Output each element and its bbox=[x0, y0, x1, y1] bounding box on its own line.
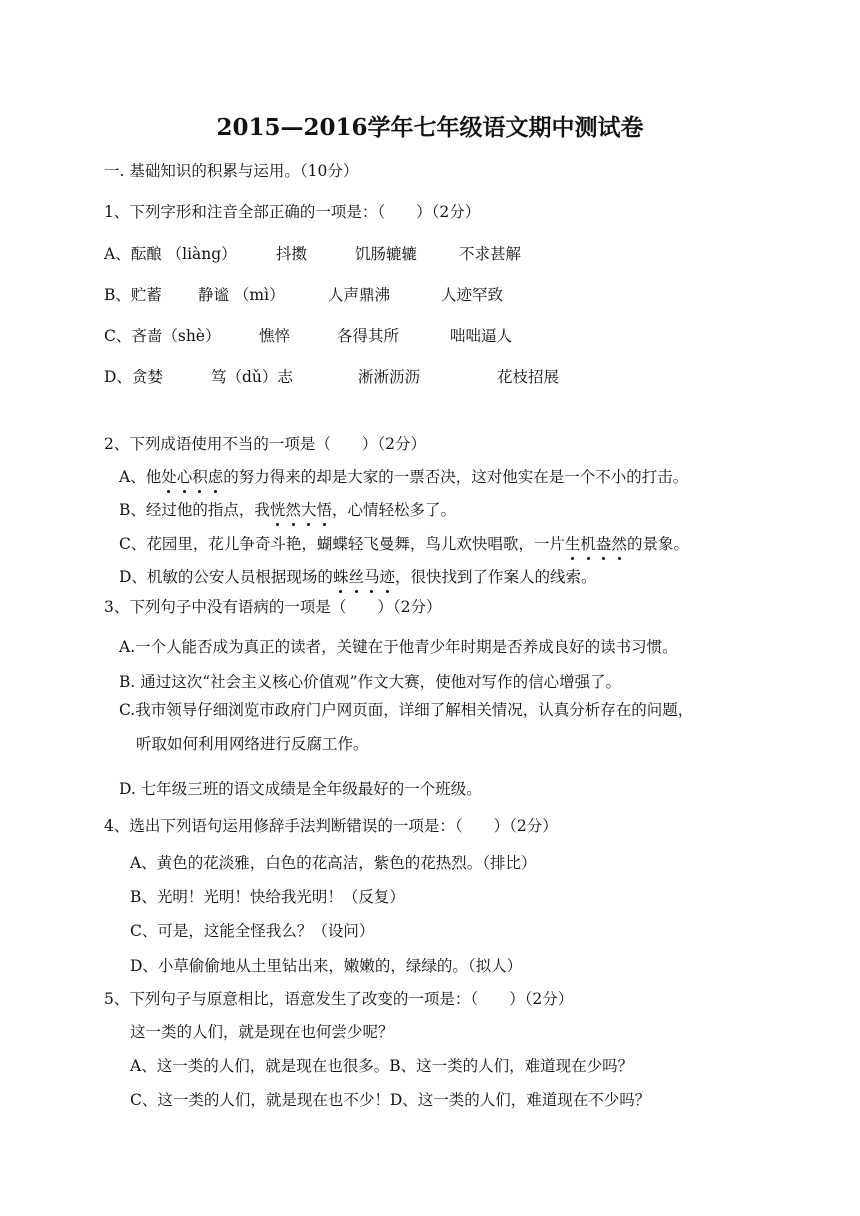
dotted-idiom: 处心积虑 bbox=[161, 468, 224, 486]
option-text: B、贮蓄 bbox=[104, 286, 162, 304]
question-4-option-a: A、黄色的花淡雅，白色的花高洁，紫色的花热烈。（排比） bbox=[130, 854, 537, 872]
question-5-options-cd: C、这一类的人们，就是现在也不少！D、这一类的人们，难道现在不少吗？ bbox=[130, 1091, 651, 1109]
option-text: 静谧 （mì） bbox=[198, 286, 285, 304]
question-3-option-c-continued: 听取如何利用网络进行反腐工作。 bbox=[136, 735, 369, 753]
question-5-prompt: 这一类的人们，就是现在也何尝少呢？ bbox=[130, 1023, 394, 1041]
question-2-option-a bbox=[119, 466, 688, 488]
option-text: 花枝招展 bbox=[497, 368, 560, 386]
question-3-option-d: D. 七年级三班的语文成绩是全年级最好的一个班级。 bbox=[119, 780, 482, 798]
question-4-option-d: D、小草偷偷地从土里钻出来，嫩嫩的，绿绿的。（拟人） bbox=[130, 957, 523, 975]
option-text: 人声鼎沸 bbox=[328, 286, 391, 304]
option-text: ，很快找到了作案人的线索。 bbox=[395, 568, 597, 586]
section-heading: 一. 基础知识的积累与运用。（10分） bbox=[104, 162, 359, 180]
question-4-stem: 4、选出下列语句运用修辞手法判断错误的一项是：（ ）（2分） bbox=[104, 817, 558, 835]
page-title: 2015—2016学年七年级语文期中测试卷 bbox=[216, 114, 644, 141]
option-text: A、酝酿 （liàng） bbox=[104, 245, 237, 263]
option-text: 的努力得来的却是大家的一票否决，这对他实在是一个不小的打击。 bbox=[223, 468, 689, 486]
option-text: D、贪婪 bbox=[104, 368, 163, 386]
dotted-idiom: 恍然大悟 bbox=[269, 501, 332, 519]
dotted-idiom: 蛛丝马迹 bbox=[332, 568, 395, 586]
question-2-option-d bbox=[119, 566, 597, 588]
option-text: D、机敏的公安人员根据现场的 bbox=[119, 568, 333, 586]
question-5-options-ab: A、这一类的人们，就是现在也很多。B、这一类的人们，难道现在少吗？ bbox=[130, 1057, 634, 1075]
option-text: 各得其所 bbox=[337, 327, 400, 345]
question-1-stem: 1、下列字形和注音全部正确的一项是：（ ）（2分） bbox=[104, 203, 481, 221]
question-2-option-b bbox=[119, 499, 456, 521]
option-text: 憔悴 bbox=[259, 327, 291, 345]
dotted-idiom: 生机盎然 bbox=[564, 535, 627, 553]
option-text: A、他 bbox=[119, 468, 162, 486]
option-text: 的景象。 bbox=[626, 535, 689, 553]
question-3-option-a: A.一个人能否成为真正的读者，关键在于他青少年时期是否养成良好的读书习惯。 bbox=[119, 638, 678, 656]
option-text: ，心情轻松多了。 bbox=[331, 501, 456, 519]
question-2-option-c bbox=[119, 533, 689, 555]
option-text: 笃（dǔ）志 bbox=[211, 368, 293, 386]
option-text: 饥肠辘辘 bbox=[355, 245, 418, 263]
question-3-option-b: B. 通过这次“社会主义核心价值观”作文大赛，使他对写作的信心增强了。 bbox=[119, 673, 622, 691]
question-2-stem: 2、下列成语使用不当的一项是（ ）（2分） bbox=[104, 435, 426, 453]
question-3-option-c: C.我市领导仔细浏览市政府门户网页面，详细了解相关情况，认真分析存在的问题， bbox=[119, 701, 694, 719]
option-text: 咄咄逼人 bbox=[450, 327, 513, 345]
option-text: 抖擞 bbox=[276, 245, 308, 263]
question-4-option-b: B、光明！光明！快给我光明！（反复） bbox=[130, 888, 405, 906]
option-text: 淅淅沥沥 bbox=[358, 368, 421, 386]
option-text: B、经过他的指点，我 bbox=[119, 501, 270, 519]
option-text: C、吝啬（shè） bbox=[104, 327, 221, 345]
option-text: 不求甚解 bbox=[459, 245, 522, 263]
option-text: C、花园里，花儿争奇斗艳，蝴蝶轻飞曼舞，鸟儿欢快唱歌，一片 bbox=[119, 535, 565, 553]
question-3-stem: 3、下列句子中没有语病的一项是（ ）（2分） bbox=[104, 598, 442, 616]
option-text: 人迹罕致 bbox=[441, 286, 504, 304]
question-4-option-c: C、可是，这能全怪我么？（设问） bbox=[130, 922, 375, 940]
question-5-stem: 5、下列句子与原意相比，语意发生了改变的一项是：（ ）（2分） bbox=[104, 990, 574, 1008]
